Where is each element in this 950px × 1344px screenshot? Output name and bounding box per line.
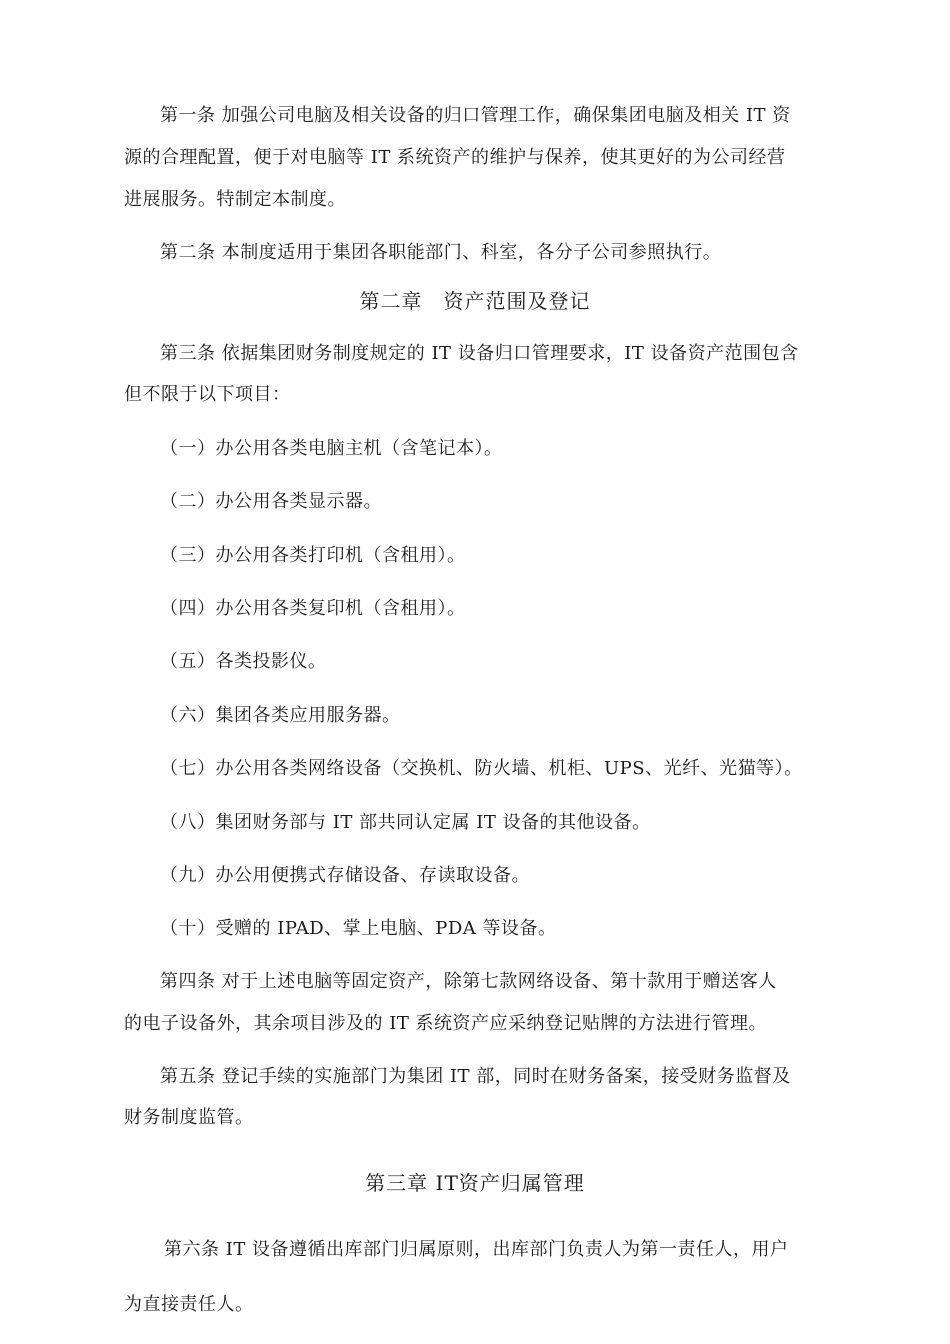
article-4-line-2: 的电子设备外，其余项目涉及的 IT 系统资产应采纳登记贴牌的方法进行管理。 (124, 1013, 768, 1034)
article-1-line-3: 进展服务。特制定本制度。 (124, 189, 346, 210)
chapter-2-heading: 第二章 资产范围及登记 (359, 289, 591, 313)
list-item: （五）各类投影仪。 (160, 651, 327, 672)
article-1-line-1: 第一条 加强公司电脑及相关设备的归口管理工作，确保集团电脑及相关 IT 资 (160, 105, 791, 126)
article-6-line-2: 为直接责任人。 (124, 1294, 254, 1315)
list-item: （九）办公用便携式存储设备、存读取设备。 (160, 865, 530, 886)
list-item: （四）办公用各类复印机（含租用）。 (160, 598, 466, 619)
list-item: （八）集团财务部与 IT 部共同认定属 IT 设备的其他设备。 (160, 812, 651, 833)
article-5-line-1: 第五条 登记手续的实施部门为集团 IT 部，同时在财务备案，接受财务监督及 (160, 1066, 791, 1087)
list-item: （六）集团各类应用服务器。 (160, 705, 401, 726)
article-6-line-1: 第六条 IT 设备遵循出库部门归属原则，出库部门负责人为第一责任人，用户 (164, 1239, 789, 1260)
article-2-line-1: 第二条 本制度适用于集团各职能部门、科室，各分子公司参照执行。 (160, 242, 722, 263)
list-item: （一）办公用各类电脑主机（含笔记本）。 (160, 438, 503, 459)
article-3-line-1: 第三条 依据集团财务制度规定的 IT 设备归口管理要求，IT 设备资产范围包含 (160, 343, 799, 364)
article-5-line-2: 财务制度监管。 (124, 1107, 254, 1128)
list-item: （十）受赠的 IPAD、掌上电脑、PDA 等设备。 (160, 918, 557, 939)
chapter-3-heading: 第三章 IT资产归属管理 (365, 1171, 585, 1195)
list-item: （三）办公用各类打印机（含租用）。 (160, 545, 466, 566)
article-1-line-2: 源的合理配置，便于对电脑等 IT 系统资产的维护与保养，使其更好的为公司经营 (124, 147, 786, 168)
article-3-line-2: 但不限于以下项目： (124, 384, 291, 405)
list-item: （二）办公用各类显示器。 (160, 491, 382, 512)
article-4-line-1: 第四条 对于上述电脑等固定资产，除第七款网络设备、第十款用于赠送客人 (160, 971, 777, 992)
list-item: （七）办公用各类网络设备（交换机、防火墙、机柜、UPS、光纤、光猫等）。 (160, 758, 803, 779)
